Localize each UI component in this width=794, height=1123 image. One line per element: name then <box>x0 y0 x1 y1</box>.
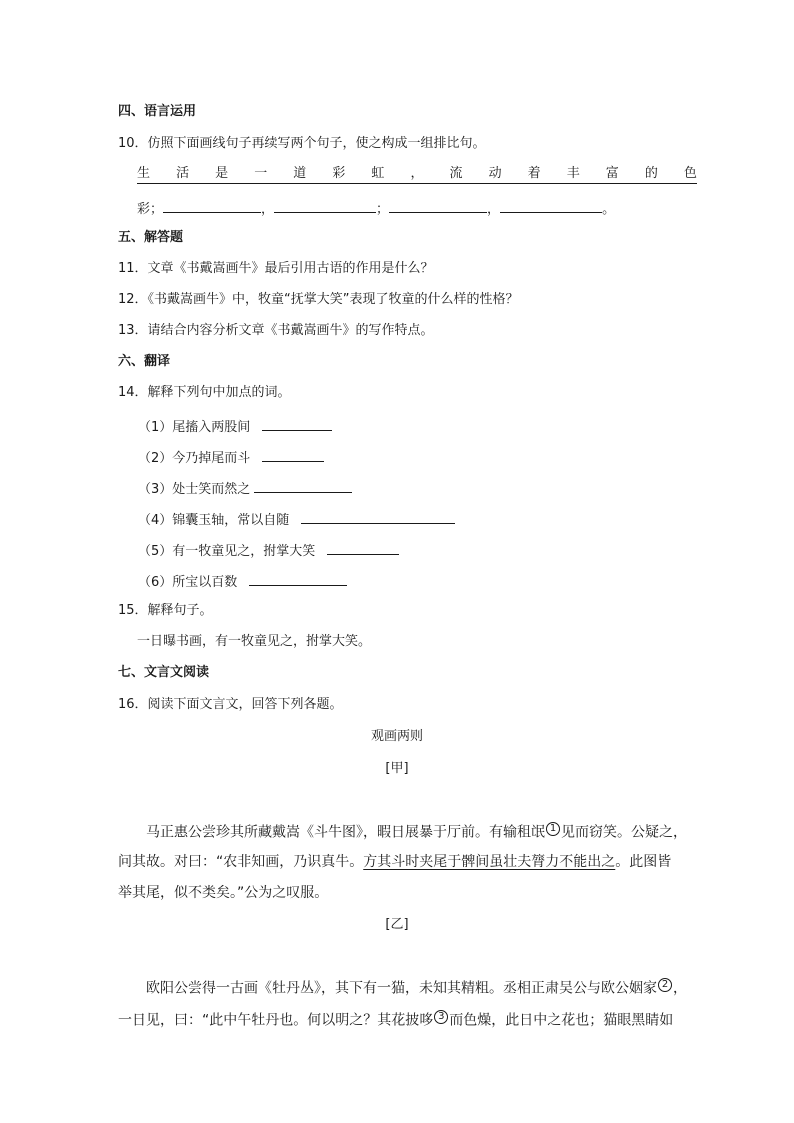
text: 马正惠公尝珍其所藏戴嵩《斗牛图》，暇日展暴于厅前。有输租氓 <box>146 824 545 841</box>
question-12: 12．《书戴嵩画牛》中，牧童“抚掌大笑”表现了牧童的什么样的性格？ <box>118 292 519 307</box>
text: 欧阳公尝得一古画《牡丹丛》，其下有一猫，未知其精粗。丞相正肃吴公与欧公姻家 <box>146 980 657 997</box>
q10-char: 虹 <box>371 166 385 181</box>
text: ， <box>673 980 687 997</box>
section-heading-4: 四、语言运用 <box>118 104 197 119</box>
answer-blank[interactable] <box>389 198 487 213</box>
q14-item-4 <box>138 509 455 530</box>
q10-char: 色 <box>683 166 697 181</box>
answer-blank[interactable] <box>262 416 332 431</box>
question-15: 15．解释句子。 <box>118 603 213 618</box>
answer-blank[interactable] <box>327 540 399 555</box>
passage-a-line-1 <box>146 822 687 842</box>
answer-blank[interactable] <box>254 478 352 493</box>
text: 问其故。对曰：“农非知画，乃识真牛。 <box>118 854 364 870</box>
q10-char: 一 <box>254 166 268 181</box>
footnote-marker: 1 <box>546 822 560 836</box>
q10-char: 道 <box>293 166 307 181</box>
q10-char: 生 <box>137 166 151 181</box>
q10-char: 丰 <box>566 166 580 181</box>
answer-blank[interactable] <box>249 571 347 586</box>
section-heading-6: 六、翻译 <box>118 354 171 369</box>
passage-a-line-2 <box>118 853 671 871</box>
text: 而色燥，此日中之花也；猫眼黑睛如 <box>449 1012 674 1029</box>
answer-blank[interactable] <box>262 447 324 462</box>
question-10: 10．仿照下面画线句子再续写两个句子，使之构成一组排比句。 <box>118 136 486 151</box>
q15-sentence: 一日曝书画，有一牧童见之，拊掌大笑。 <box>137 634 372 649</box>
answer-blank[interactable] <box>500 198 602 213</box>
passage-b-line-2 <box>118 1010 673 1030</box>
q14-item-3 <box>138 478 352 499</box>
text: 。此图皆 <box>615 854 672 870</box>
part-b-label: [乙] <box>385 917 409 932</box>
q10-char: ， <box>410 166 424 181</box>
q10-continuation-line <box>137 198 615 219</box>
question-14: 14．解释下列句中加点的词。 <box>118 385 291 400</box>
q10-cont-start: 彩； <box>137 202 164 217</box>
part-a-label: [甲] <box>385 761 409 776</box>
text: 一日见，曰：“此中午牡丹也。何以明之？其花披哆 <box>118 1012 434 1029</box>
q14-item-text: （1）尾搐入两股间 <box>138 420 251 435</box>
q14-item-2 <box>138 447 324 468</box>
question-16: 16．阅读下面文言文，回答下列各题。 <box>118 697 343 712</box>
answer-blank[interactable] <box>163 198 261 213</box>
q14-item-5 <box>138 540 399 561</box>
section-heading-7: 七、文言文阅读 <box>118 665 210 680</box>
footnote-marker: 3 <box>434 1010 448 1024</box>
section-heading-5: 五、解答题 <box>118 230 184 245</box>
period: 。 <box>602 202 616 217</box>
question-11: 11．文章《书戴嵩画牛》最后引用古语的作用是什么？ <box>118 261 434 276</box>
q14-item-1 <box>138 416 332 437</box>
q14-item-6 <box>138 571 347 592</box>
q10-char: 着 <box>527 166 541 181</box>
passage-title: 观画两则 <box>370 729 423 744</box>
q10-char: 彩 <box>332 166 346 181</box>
question-13: 13．请结合内容分析文章《书戴嵩画牛》的写作特点。 <box>118 323 434 338</box>
passage-b-line-1 <box>146 978 687 998</box>
q10-underlined-sentence <box>137 163 697 184</box>
q14-item-text: （4）锦囊玉轴，常以自随 <box>138 513 290 528</box>
q10-char: 的 <box>644 166 658 181</box>
q14-item-text: （6）所宝以百数 <box>138 575 238 590</box>
answer-blank[interactable] <box>274 198 376 213</box>
underlined-sentence: 方其斗时夹尾于髀间虽壮夫膂力不能出之 <box>363 854 616 870</box>
answer-blank[interactable] <box>301 509 455 524</box>
semicolon: ； <box>376 202 390 217</box>
passage-a-line-3: 举其尾，似不类矣。”公为之叹服。 <box>118 885 329 901</box>
text: 见而窃笑。公疑之， <box>561 824 687 841</box>
footnote-marker: 2 <box>658 978 672 992</box>
q10-char: 富 <box>605 166 619 181</box>
q10-char: 流 <box>449 166 463 181</box>
q10-char: 动 <box>488 166 502 181</box>
q10-char: 是 <box>215 166 229 181</box>
comma: ， <box>487 202 501 217</box>
comma: ， <box>261 202 275 217</box>
q10-char: 活 <box>176 166 190 181</box>
q14-item-text: （5）有一牧童见之，拊掌大笑 <box>138 544 316 559</box>
q14-item-text: （2）今乃掉尾而斗 <box>138 451 251 466</box>
q14-item-text: （3）处士笑而然之 <box>138 482 251 497</box>
